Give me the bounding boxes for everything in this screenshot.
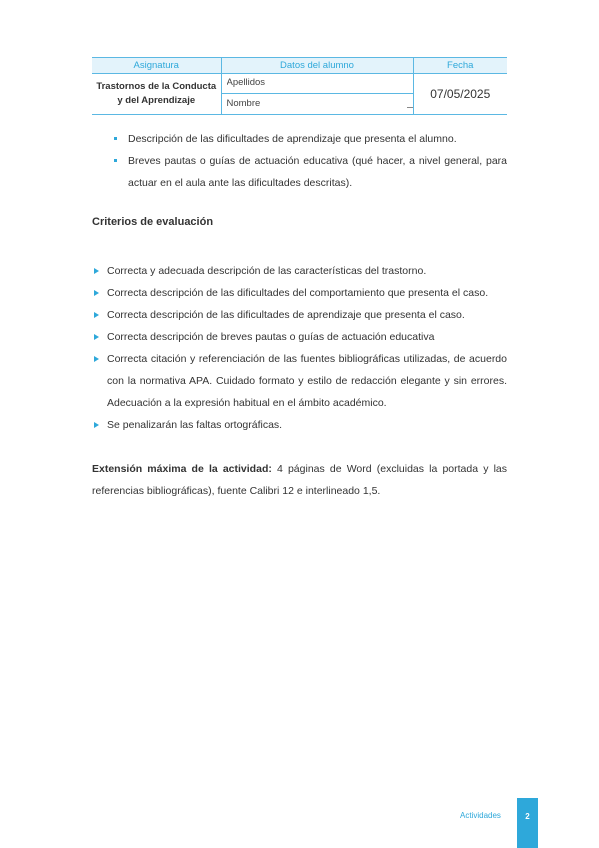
square-bullet-icon [114,137,117,140]
criteria-item-text: Correcta citación y referenciación de las fuentes bibliográficas utilizadas, de acuerdo con la normativa APA. Cuidado formato y estilo de redacción elegante y sin errores. Adecuación a la expresión habitual en el ámbito académico. [107,353,507,409]
criteria-item-text: Se penalizarán las faltas ortográficas. [107,419,283,431]
column-header-subject: Asignatura [92,58,221,74]
deliverables-list [108,128,507,194]
name-field[interactable]: Nombre [226,98,261,109]
list-item-text: Breves pautas o guías de actuación educativa (qué hacer, a nivel general, para actuar en el aula ante las dificultades descritas). [128,155,507,189]
column-header-date: Fecha [413,58,507,74]
list-item-text: Descripción de las dificultades de aprendizaje que presenta el alumno. [128,133,457,145]
square-bullet-icon [114,159,117,162]
triangle-bullet-icon [94,334,99,340]
list-item [108,150,507,194]
extension-text: 4 páginas de Word (excluidas la portada y las referencias bibliográficas), fuente Calibri 12 e interlineado 1,5. [92,463,507,497]
header-table [92,57,507,115]
criteria-item-text: Correcta y adecuada descripción de las características del trastorno. [107,265,427,277]
criteria-item [92,326,507,348]
cell-tick [407,107,413,108]
criteria-item [92,260,507,282]
criteria-item-text: Correcta descripción de breves pautas o guías de actuación educativa [107,331,435,343]
triangle-bullet-icon [94,312,99,318]
criteria-list [92,260,507,436]
criteria-title: Criterios de evaluación [92,216,214,228]
criteria-item [92,414,507,436]
criteria-item-text: Correcta descripción de las dificultades del comportamiento que presenta el caso. [107,287,489,299]
footer-section-label: Actividades [460,811,501,820]
surname-field[interactable]: Apellidos [226,77,266,88]
triangle-bullet-icon [94,268,99,274]
criteria-item [92,282,507,304]
subject-name: Trastornos de la Conducta y del Aprendizaje [92,74,221,115]
student-data-cell [221,74,413,115]
list-item [108,128,507,150]
field-divider [222,93,413,94]
triangle-bullet-icon [94,356,99,362]
triangle-bullet-icon [94,290,99,296]
date-value: 07/05/2025 [413,74,507,115]
extension-label: Extensión máxima de la actividad: [92,463,272,475]
extension-paragraph [92,458,507,502]
criteria-item [92,348,507,414]
criteria-item-text: Correcta descripción de las dificultades de aprendizaje que presenta el caso. [107,309,465,321]
page-number: 2 [517,798,538,848]
triangle-bullet-icon [94,422,99,428]
column-header-student: Datos del alumno [221,58,413,74]
criteria-item [92,304,507,326]
